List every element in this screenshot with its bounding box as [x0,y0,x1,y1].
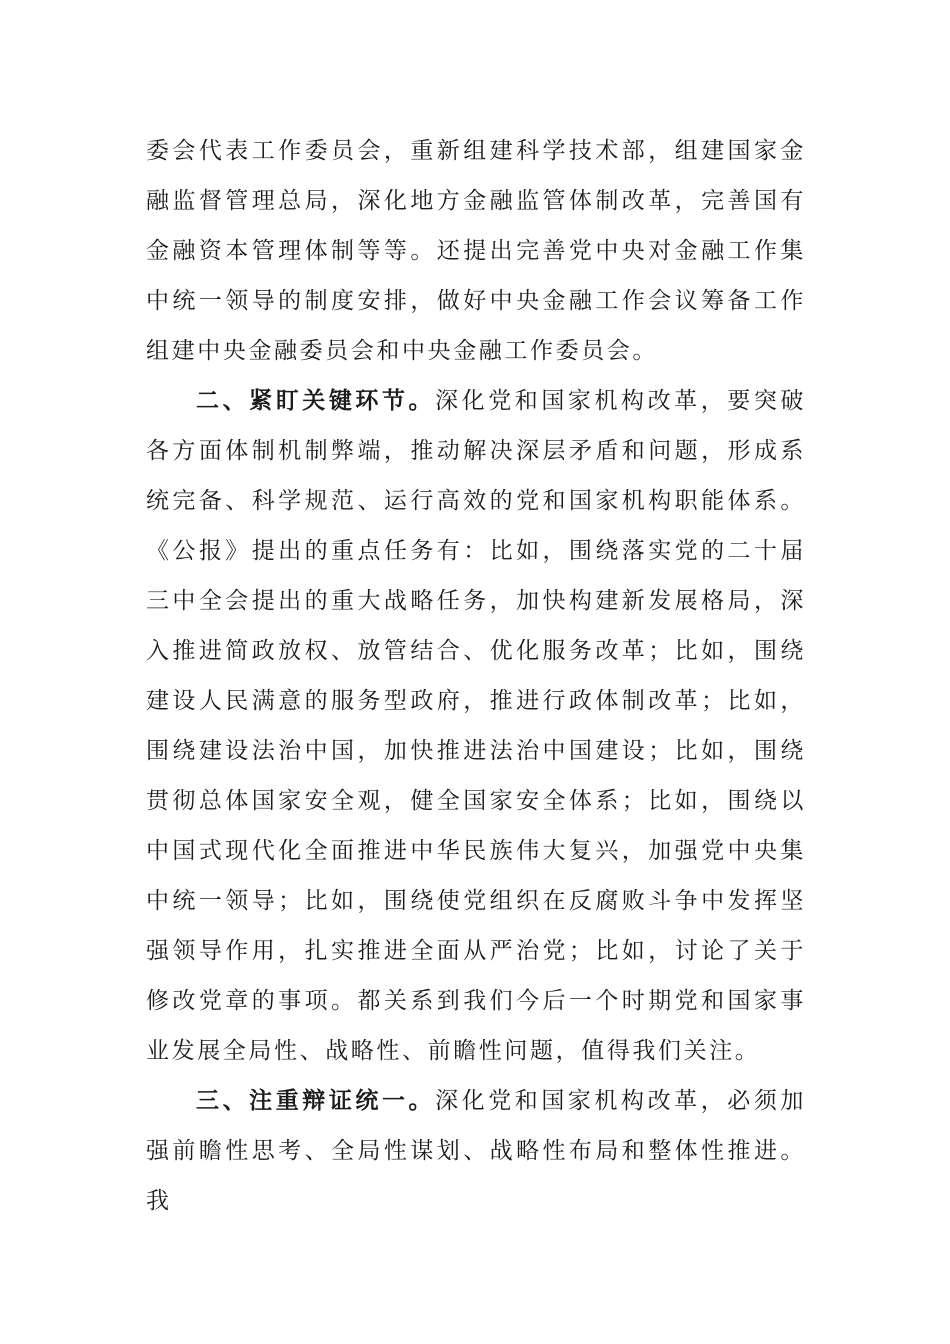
paragraph-text: 深化党和国家机构改革，必须加强前瞻性思考、全局性谋划、战略性布局和整体性推进。我 [146,1088,806,1214]
paragraph-continuation [146,126,806,376]
paragraph-section-three [146,1076,806,1226]
section-heading: 三、注重辩证统一。 [196,1087,436,1114]
paragraph-text: 深化党和国家机构改革，要突破各方面体制机制弊端，推动解决深层矛盾和问题，形成系统完备、科学规范、运行高效的党和国家机构职能体系。《公报》提出的重点任务有：比如，围绕落实党的二十届三中全会提出的重大战略任务，加快构建新发展格局，深入推进简政放权、放管结合、优化服务改革；比如，围绕建设人民满意的服务型政府，推进行政体制改革；比如，围绕建设法治中国，加快推进法治中国建设；比如，围绕贯彻总体国家安全观，健全国家安全体系；比如，围绕以中国式现代化全面推进中华民族伟大复兴，加强党中央集中统一领导；比如，围绕使党组织在反腐败斗争中发挥坚强领导作用，扎实推进全面从严治党；比如，讨论了关于修改党章的事项。都关系到我们今后一个时期党和国家事业发展全局性、战略性、前瞻性问题，值得我们关注。 [146,388,806,1064]
document-body [146,126,806,1226]
paragraph-section-two [146,376,806,1076]
section-heading: 二、紧盯关键环节。 [196,387,436,414]
paragraph-text: 委会代表工作委员会，重新组建科学技术部，组建国家金融监督管理总局，深化地方金融监管体制改革，完善国有金融资本管理体制等等。还提出完善党中央对金融工作集中统一领导的制度安排，做好中央金融工作会议筹备工作组建中央金融委员会和中央金融工作委员会。 [146,138,806,364]
